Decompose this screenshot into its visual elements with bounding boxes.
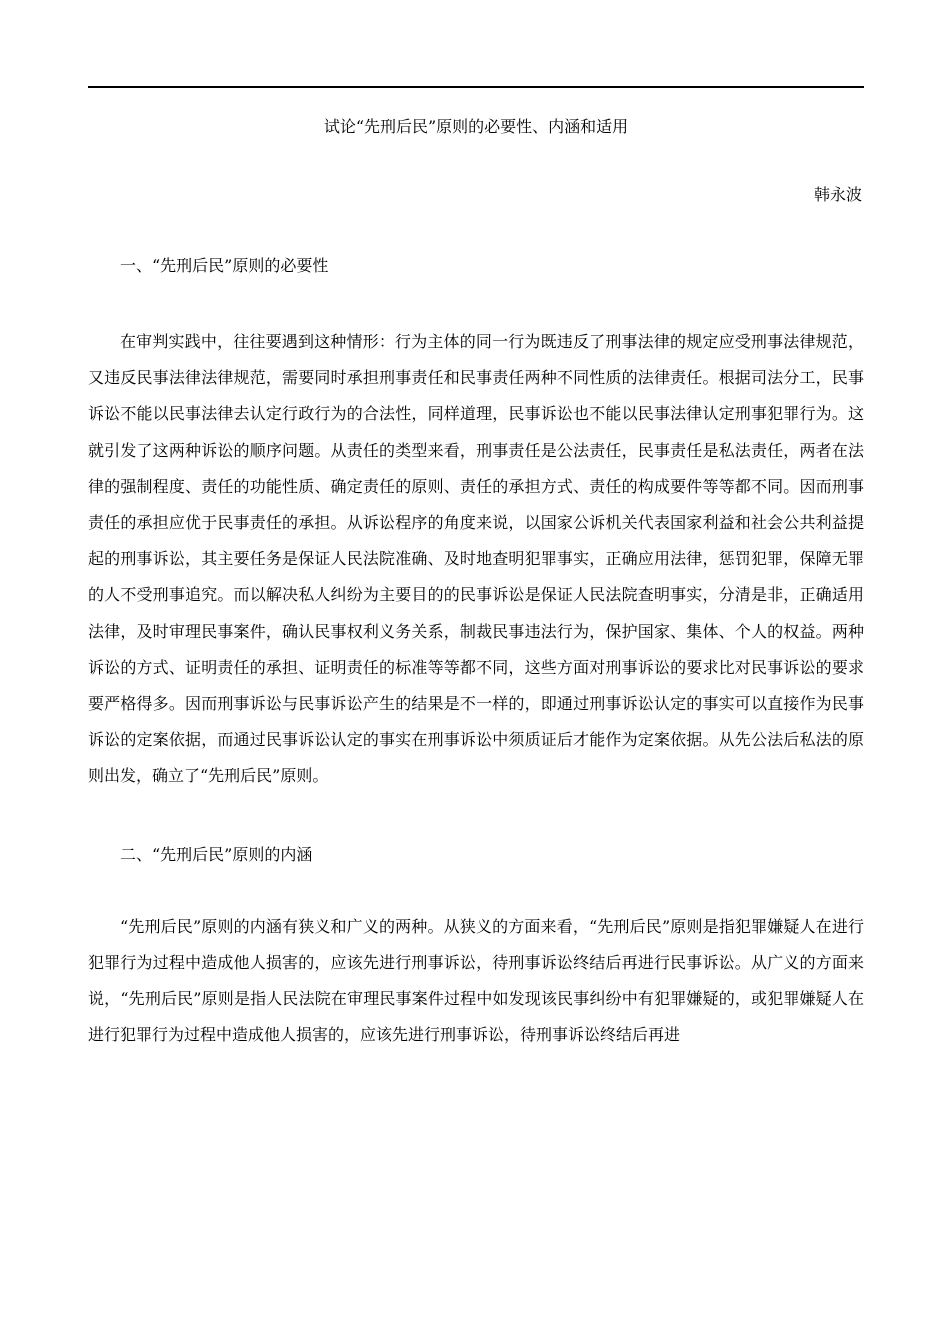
section-paragraph-2: “先刑后民”原则的内涵有狭义和广义的两种。从狭义的方面来看，“先刑后民”原则是指犯罪嫌疑人在进行犯罪行为过程中造成他人损害的，应该先进行刑事诉讼，待刑事诉讼终结后再进行民事诉讼。从广义的方面来说，“先刑后民”原则是指人民法院在审理民事案件过程中如发现该民事纠纷中有犯罪嫌疑的，或犯罪嫌疑人在进行犯罪行为过程中造成他人损害的，应该先进行刑事诉讼，待刑事诉讼终结后再进 [88, 916, 864, 1045]
section-paragraph-1: 在审判实践中，往往要遇到这种情形：行为主体的同一行为既违反了刑事法律的规定应受刑事法律规范，又违反民事法律法律规范，需要同时承担刑事责任和民事责任两种不同性质的法律责任。根据司法分工，民事诉讼不能以民事法律去认定行政行为的合法性，同样道理，民事诉讼也不能以民事法律认定刑事犯罪行为。这就引发了这两种诉讼的顺序问题。从责任的类型来看，刑事责任是公法责任，民事责任是私法责任，两者在法律的强制程度、责任的功能性质、确定责任的原则、责任的承担方式、责任的构成要件等等都不同。因而刑事责任的承担应优于民事责任的承担。从诉讼程序的角度来说，以国家公诉机关代表国家利益和社会公共利益提起的刑事诉讼，其主要任务是保证人民法院准确、及时地查明犯罪事实，正确应用法律，惩罚犯罪，保障无罪的人不受刑事追究。而以解决私人纠纷为主要目的的民事诉讼是保证人民法院查明事实，分清是非，正确适用法律，及时审理民事案件，确认民事权利义务关系，制裁民事违法行为，保护国家、集体、个人的权益。两种诉讼的方式、证明责任的承担、证明责任的标准等等都不同，这些方面对刑事诉讼的要求比对民事诉讼的要求要严格得多。因而刑事诉讼与民事诉讼产生的结果是不一样的，即通过刑事诉讼认定的事实可以直接作为民事诉讼的定案依据，而通过民事诉讼认定的事实在刑事诉讼中须质证后才能作为定案依据。从先公法后私法的原则出发，确立了“先刑后民”原则。 [88, 332, 864, 786]
author-name: 韩永波 [813, 185, 862, 204]
section-heading-2: 二、“先刑后民”原则的内涵 [120, 844, 313, 864]
document-title: 试论“先刑后民”原则的必要性、内涵和适用 [323, 117, 629, 136]
section-heading-1: 一、“先刑后民”原则的必要性 [120, 256, 329, 275]
header-rule [88, 86, 864, 88]
document-page [88, 86, 864, 1053]
